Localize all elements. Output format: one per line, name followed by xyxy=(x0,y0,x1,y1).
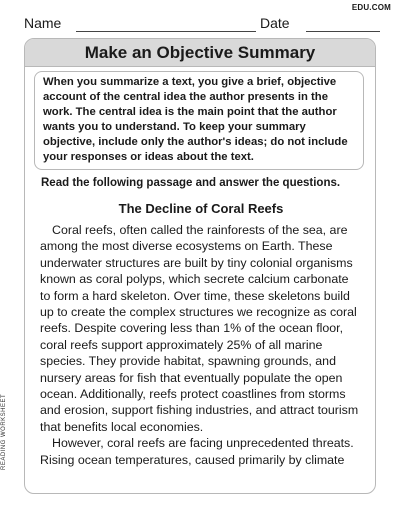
side-label: READING WORKSHEET xyxy=(1,393,7,470)
date-line xyxy=(306,31,380,32)
passage-paragraph: However, coral reefs are facing unprecedented threats. Rising ocean temperatures, caused primarily by climate xyxy=(40,436,354,467)
passage-title: The Decline of Coral Reefs xyxy=(118,201,284,216)
name-date-row xyxy=(24,14,380,34)
name-line xyxy=(76,31,256,32)
date-label: Date xyxy=(260,15,290,31)
passage-paragraph: Coral reefs, often called the rainforests of the sea, are among the most diverse ecosystems on Earth. These underwater structures are built by tiny colonial organisms known as coral polyps, which secrete calcium carbonate to form a hard skeleton. Over time, these skeletons build up to create the complex structures we recognize as coral reefs. Despite covering less than 1% of the ocean floor, coral reefs support approximately 25% of all marine species. They provide habitat, spawning grounds, and nursery areas for fish that eventually populate the open ocean. Additionally, reefs protect coastlines from storms and erosion, support fishing industries, and attract tourism that benefits local economies. xyxy=(40,223,359,434)
passage-body xyxy=(40,222,360,468)
intro-box: When you summarize a text, you give a brief, objective account of the central idea the author presents in the work. The central idea is the main point that the author wants you to understand. To keep your summary objective, include only the author's ideas; do not include your responses or ideas about the text. xyxy=(34,71,364,170)
instruction-text: Read the following passage and answer the questions. xyxy=(41,177,341,189)
name-label: Name xyxy=(24,15,62,31)
worksheet-title: Make an Objective Summary xyxy=(25,39,375,67)
brand-logo: EDU.COM xyxy=(351,3,391,12)
